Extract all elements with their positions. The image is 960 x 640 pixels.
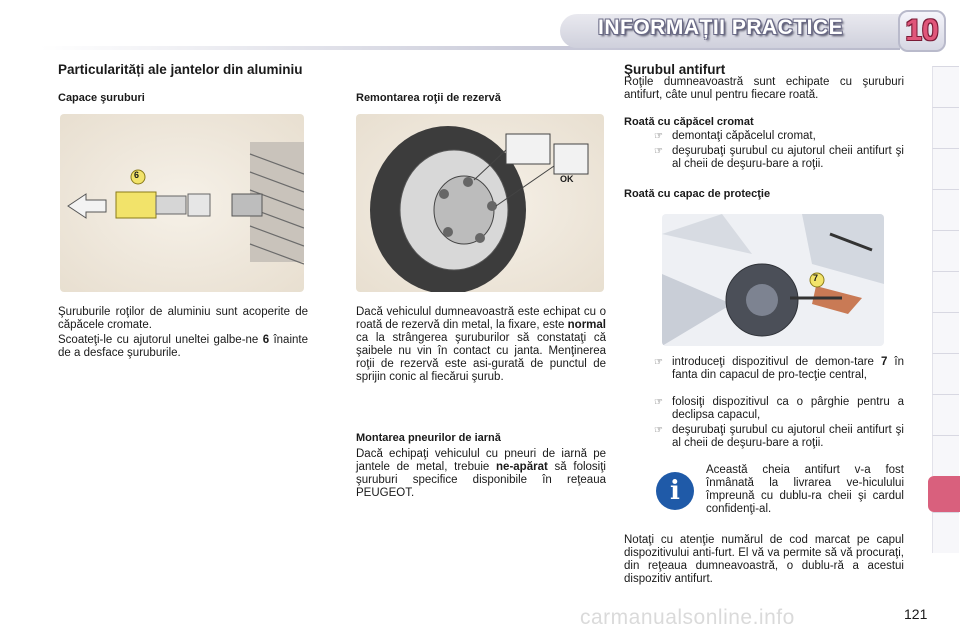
watermark: carmanualsonline.info xyxy=(580,606,795,629)
chapter-index-tabs xyxy=(928,66,960,576)
pointing-hand-icon: ☞ xyxy=(654,425,663,436)
spare-wheel-paragraph xyxy=(356,306,606,384)
paragraph-text: ca la strângerea şuruburilor să constataţi că şaibele nu vin în contact cu janta. Menţinerea roţii de rezervă este asi-gurată de punctul de sprijin conic al fiecărui şurub. xyxy=(356,332,606,383)
anti-theft-heading: Şurubul antifurt xyxy=(624,62,726,77)
paragraph-text: să folosiţi şuruburi specifice disponibile în reţeaua PEUGEOT. xyxy=(356,461,606,499)
bullet-text: deşurubaţi şurubul cu ajutorul cheii antifurt şi al cheii de deşuru-bare a roţii. xyxy=(672,424,904,449)
chapter-tab[interactable] xyxy=(932,353,959,394)
ok-label: OK xyxy=(560,174,574,184)
bullet-text: deşurubaţi şurubul cu ajutorul cheii antifurt şi al cheii de deşuru-bare a roţii. xyxy=(672,145,904,170)
pointing-hand-icon: ☞ xyxy=(654,357,663,368)
anti-theft-intro: Roţile dumneavoastră sunt echipate cu şuruburi antifurt, câte unul pentru fiecare roată. xyxy=(624,76,904,101)
instruction-text: Scoateţi-le cu ajutorul uneltei galbe-ne xyxy=(58,334,263,346)
paragraph-text: Dacă vehiculul dumneavoastră este echipat cu o roată de rezervă din metal, la fixare, este xyxy=(356,306,606,331)
page-title: Particularități ale jantelor din aluminiu xyxy=(58,62,303,77)
winter-tyres-paragraph xyxy=(356,448,606,500)
instruction-text: înainte de a desface şuruburile. xyxy=(58,334,308,359)
bullet-text: folosiţi dispozitivul ca o pârghie pentru a declipsa capacul, xyxy=(672,396,904,421)
bullet-item xyxy=(654,396,904,424)
paragraph-text: Dacă echipaţi vehiculul cu pneuri de iarnă pe jantele de metal, trebuie xyxy=(356,448,606,473)
winter-tyres-heading: Montarea pneurilor de iarnă xyxy=(356,432,501,444)
chapter-tab[interactable] xyxy=(932,271,959,312)
anti-theft-tool-illustration xyxy=(662,214,884,346)
spare-wheel-illustration xyxy=(356,114,604,292)
figure-callout-7: 7 xyxy=(813,273,819,283)
bullet-item xyxy=(654,424,904,464)
bullet-text xyxy=(672,356,904,382)
section-title: INFORMAȚII PRACTICE xyxy=(598,16,844,39)
chapter-number-badge: 10 xyxy=(898,10,946,52)
chapter-tab[interactable] xyxy=(932,394,959,435)
chrome-cap-heading: Roată cu căpăcel cromat xyxy=(624,116,754,128)
tool-reference: 6 xyxy=(262,334,270,346)
code-number-note: Notaţi cu atenţie numărul de cod marcat pe capul dispozitivului anti-furt. El vă va permite să vă procuraţi, din reţeaua dumneavoastră, o dublu-ră a acestui dispozitiv antifurt. xyxy=(624,534,904,585)
chapter-tab[interactable] xyxy=(932,148,959,189)
pointing-hand-icon: ☞ xyxy=(654,146,663,157)
chapter-tab[interactable] xyxy=(932,312,959,353)
bullet-item xyxy=(654,145,904,185)
bolt-caps-instruction xyxy=(58,334,308,360)
tool-reference: 7 xyxy=(880,356,888,368)
info-note: Această cheia antifurt v-a fost înmânată la livrarea ve-hiculului împreună cu dublu-ra cheii şi cardul confidenţi-al. xyxy=(706,464,904,515)
chapter-tab[interactable] xyxy=(932,512,959,553)
bolt-caps-heading: Capace şuruburi xyxy=(58,92,145,104)
bullet-item xyxy=(654,356,904,396)
pointing-hand-icon: ☞ xyxy=(654,131,663,142)
bullet-text-part: introduceţi dispozitivul de demon-tare xyxy=(672,356,881,368)
protective-cap-heading: Roată cu capac de protecţie xyxy=(624,188,771,200)
bolt-cap-removal-illustration xyxy=(60,114,304,292)
chapter-tab[interactable] xyxy=(932,189,959,230)
chapter-tab-active[interactable] xyxy=(928,476,960,512)
page-number: 121 xyxy=(904,606,928,622)
page-header xyxy=(0,0,960,62)
chapter-tab[interactable] xyxy=(932,107,959,148)
bullet-text-part: în fanta din capacul de pro-tecţie central, xyxy=(672,356,904,381)
bolt-caps-paragraph: Şuruburile roţilor de aluminiu sunt acoperite de căpăcele cromate. xyxy=(58,306,308,331)
chapter-tab[interactable] xyxy=(932,435,959,476)
spare-wheel-heading: Remontarea roţii de rezervă xyxy=(356,92,501,104)
emphasis-mandatory: ne-apărat xyxy=(496,461,548,473)
figure-callout-6: 6 xyxy=(134,170,140,180)
pointing-hand-icon: ☞ xyxy=(654,397,663,408)
bullet-text: demontaţi căpăcelul cromat, xyxy=(672,130,816,142)
chapter-tab[interactable] xyxy=(932,66,959,107)
bullet-item xyxy=(654,130,904,143)
chapter-tab[interactable] xyxy=(932,230,959,271)
info-icon: i xyxy=(656,472,694,510)
emphasis-normal: normal xyxy=(567,319,606,331)
